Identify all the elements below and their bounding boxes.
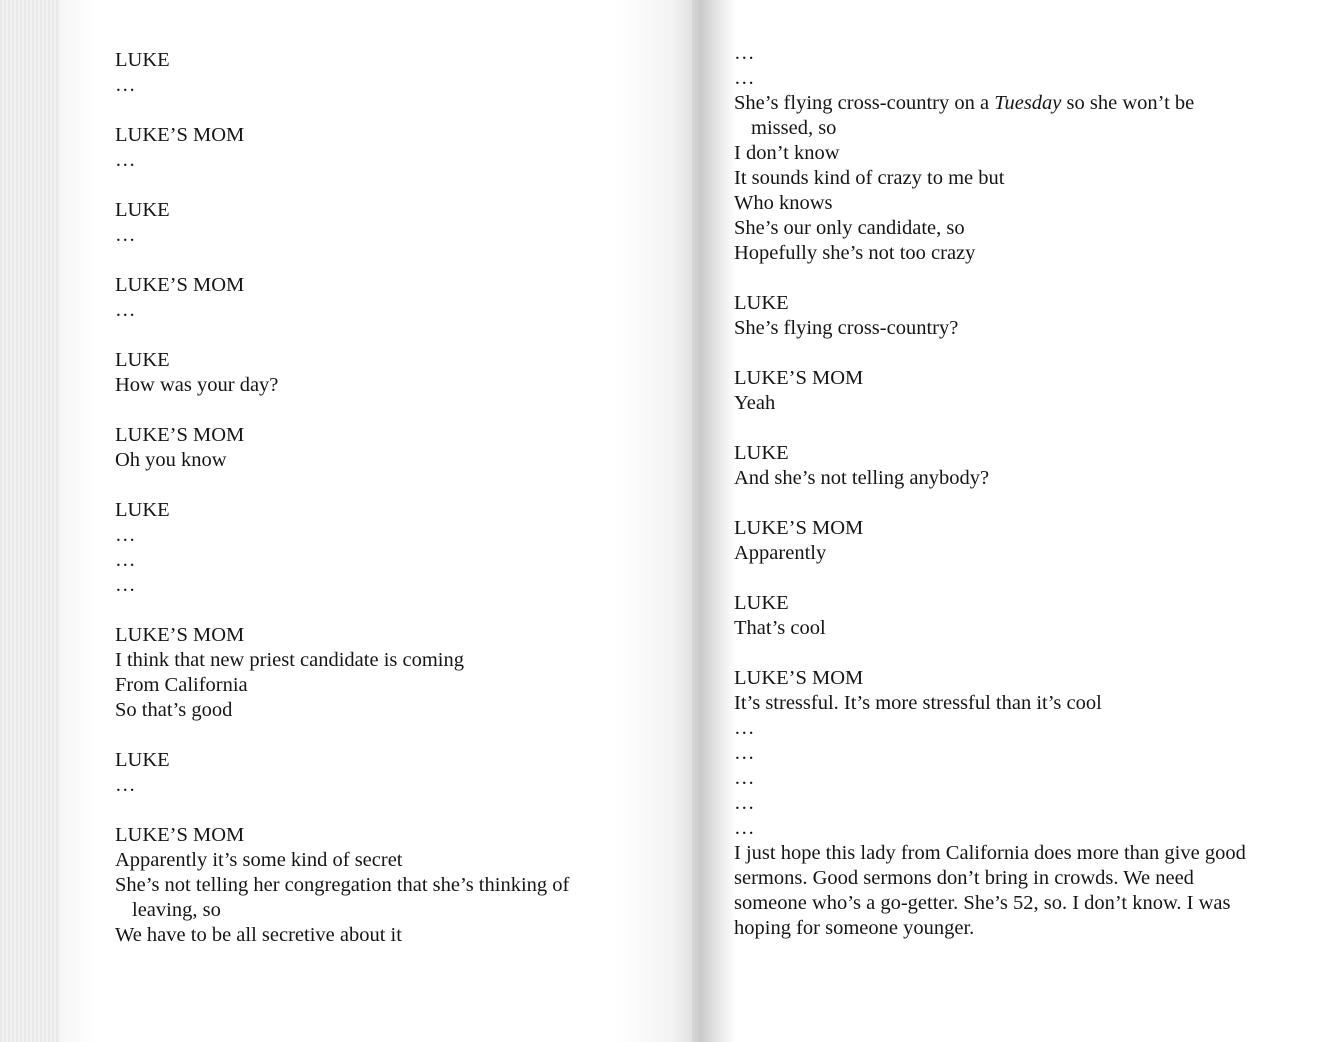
speaker-name: LUKE bbox=[115, 499, 170, 521]
dialogue-line: I just hope this lady from California does more than give good bbox=[734, 842, 1246, 864]
speaker-name: LUKE bbox=[115, 749, 170, 771]
dialogue-block bbox=[115, 48, 675, 98]
speaker-name: LUKE bbox=[115, 349, 170, 371]
dialogue-line: So that’s good bbox=[115, 699, 233, 721]
speaker-name: LUKE bbox=[115, 199, 170, 221]
dialogue-line: She’s not telling her congregation that she’s thinking of bbox=[115, 874, 570, 896]
dialogue-line: hoping for someone younger. bbox=[734, 917, 975, 939]
dialogue-line: … bbox=[115, 299, 136, 321]
dialogue-line: It’s stressful. It’s more stressful than it’s cool bbox=[734, 692, 1102, 714]
dialogue-line: … bbox=[115, 774, 136, 796]
dialogue-line: … bbox=[734, 742, 755, 764]
dialogue-block bbox=[734, 516, 1294, 566]
page-edges bbox=[0, 0, 60, 1042]
dialogue-block bbox=[115, 623, 675, 723]
line-text: so she won’t be bbox=[1061, 92, 1195, 114]
dialogue-line: I think that new priest candidate is coming bbox=[115, 649, 464, 671]
dialogue-line: We have to be all secretive about it bbox=[115, 924, 402, 946]
dialogue-block bbox=[734, 591, 1294, 641]
dialogue-line: How was your day? bbox=[115, 374, 279, 396]
speaker-name: LUKE’S MOM bbox=[734, 367, 864, 389]
italic-word: Tuesday bbox=[994, 92, 1062, 114]
dialogue-block bbox=[115, 198, 675, 248]
dialogue-block bbox=[115, 123, 675, 173]
speaker-name: LUKE’S MOM bbox=[734, 517, 864, 539]
dialogue-line: Apparently it’s some kind of secret bbox=[115, 849, 403, 871]
dialogue-line: someone who’s a go-getter. She’s 52, so. I don’t know. I was bbox=[734, 892, 1231, 914]
dialogue-line: It sounds kind of crazy to me but bbox=[734, 167, 1005, 189]
dialogue-line: And she’s not telling anybody? bbox=[734, 467, 990, 489]
right-page-text bbox=[734, 41, 1294, 966]
speaker-name: LUKE bbox=[734, 592, 789, 614]
dialogue-line: … bbox=[115, 149, 136, 171]
dialogue-block bbox=[734, 291, 1294, 341]
dialogue-line: Oh you know bbox=[115, 449, 227, 471]
dialogue-line: … bbox=[734, 792, 755, 814]
dialogue-block bbox=[115, 273, 675, 323]
dialogue-line: … bbox=[734, 817, 755, 839]
dialogue-block bbox=[734, 441, 1294, 491]
dialogue-line: … bbox=[734, 767, 755, 789]
speaker-name: LUKE’S MOM bbox=[115, 274, 245, 296]
dialogue-line: … bbox=[734, 67, 755, 89]
speaker-name: LUKE’S MOM bbox=[115, 124, 245, 146]
dialogue-line: Hopefully she’s not too crazy bbox=[734, 242, 976, 264]
dialogue-line: Who knows bbox=[734, 192, 833, 214]
speaker-name: LUKE’S MOM bbox=[115, 424, 245, 446]
dialogue-line: That’s cool bbox=[734, 617, 826, 639]
dialogue-line: Yeah bbox=[734, 392, 776, 414]
dialogue-block bbox=[115, 823, 675, 948]
dialogue-line: … bbox=[115, 524, 136, 546]
dialogue-block bbox=[115, 498, 675, 598]
line-text: She’s flying cross-country on a bbox=[734, 92, 995, 114]
dialogue-line: missed, so bbox=[751, 117, 837, 139]
dialogue-line: leaving, so bbox=[132, 899, 221, 921]
speaker-name: LUKE bbox=[734, 442, 789, 464]
speaker-name: LUKE’S MOM bbox=[115, 624, 245, 646]
dialogue-line: … bbox=[115, 574, 136, 596]
speaker-name: LUKE bbox=[115, 49, 170, 71]
dialogue-line: From California bbox=[115, 674, 248, 696]
dialogue-block bbox=[734, 366, 1294, 416]
dialogue-block bbox=[734, 666, 1294, 941]
book-gutter bbox=[692, 0, 736, 1042]
dialogue-block bbox=[115, 348, 675, 398]
speaker-name: LUKE’S MOM bbox=[115, 824, 245, 846]
dialogue-line: … bbox=[115, 549, 136, 571]
dialogue-line: I don’t know bbox=[734, 142, 840, 164]
dialogue-line: … bbox=[115, 74, 136, 96]
dialogue-block bbox=[115, 748, 675, 798]
dialogue-line: sermons. Good sermons don’t bring in crowds. We need bbox=[734, 867, 1194, 889]
dialogue-line: Apparently bbox=[734, 542, 827, 564]
dialogue-line: … bbox=[115, 224, 136, 246]
dialogue-line: … bbox=[734, 42, 755, 64]
dialogue-line: She’s our only candidate, so bbox=[734, 217, 965, 239]
speaker-name: LUKE bbox=[734, 292, 789, 314]
dialogue-line bbox=[734, 91, 1294, 116]
dialogue-line: She’s flying cross-country? bbox=[734, 317, 959, 339]
left-page-text bbox=[115, 48, 675, 973]
dialogue-line: … bbox=[734, 717, 755, 739]
dialogue-block bbox=[115, 423, 675, 473]
dialogue-continuation bbox=[734, 41, 1294, 266]
speaker-name: LUKE’S MOM bbox=[734, 667, 864, 689]
